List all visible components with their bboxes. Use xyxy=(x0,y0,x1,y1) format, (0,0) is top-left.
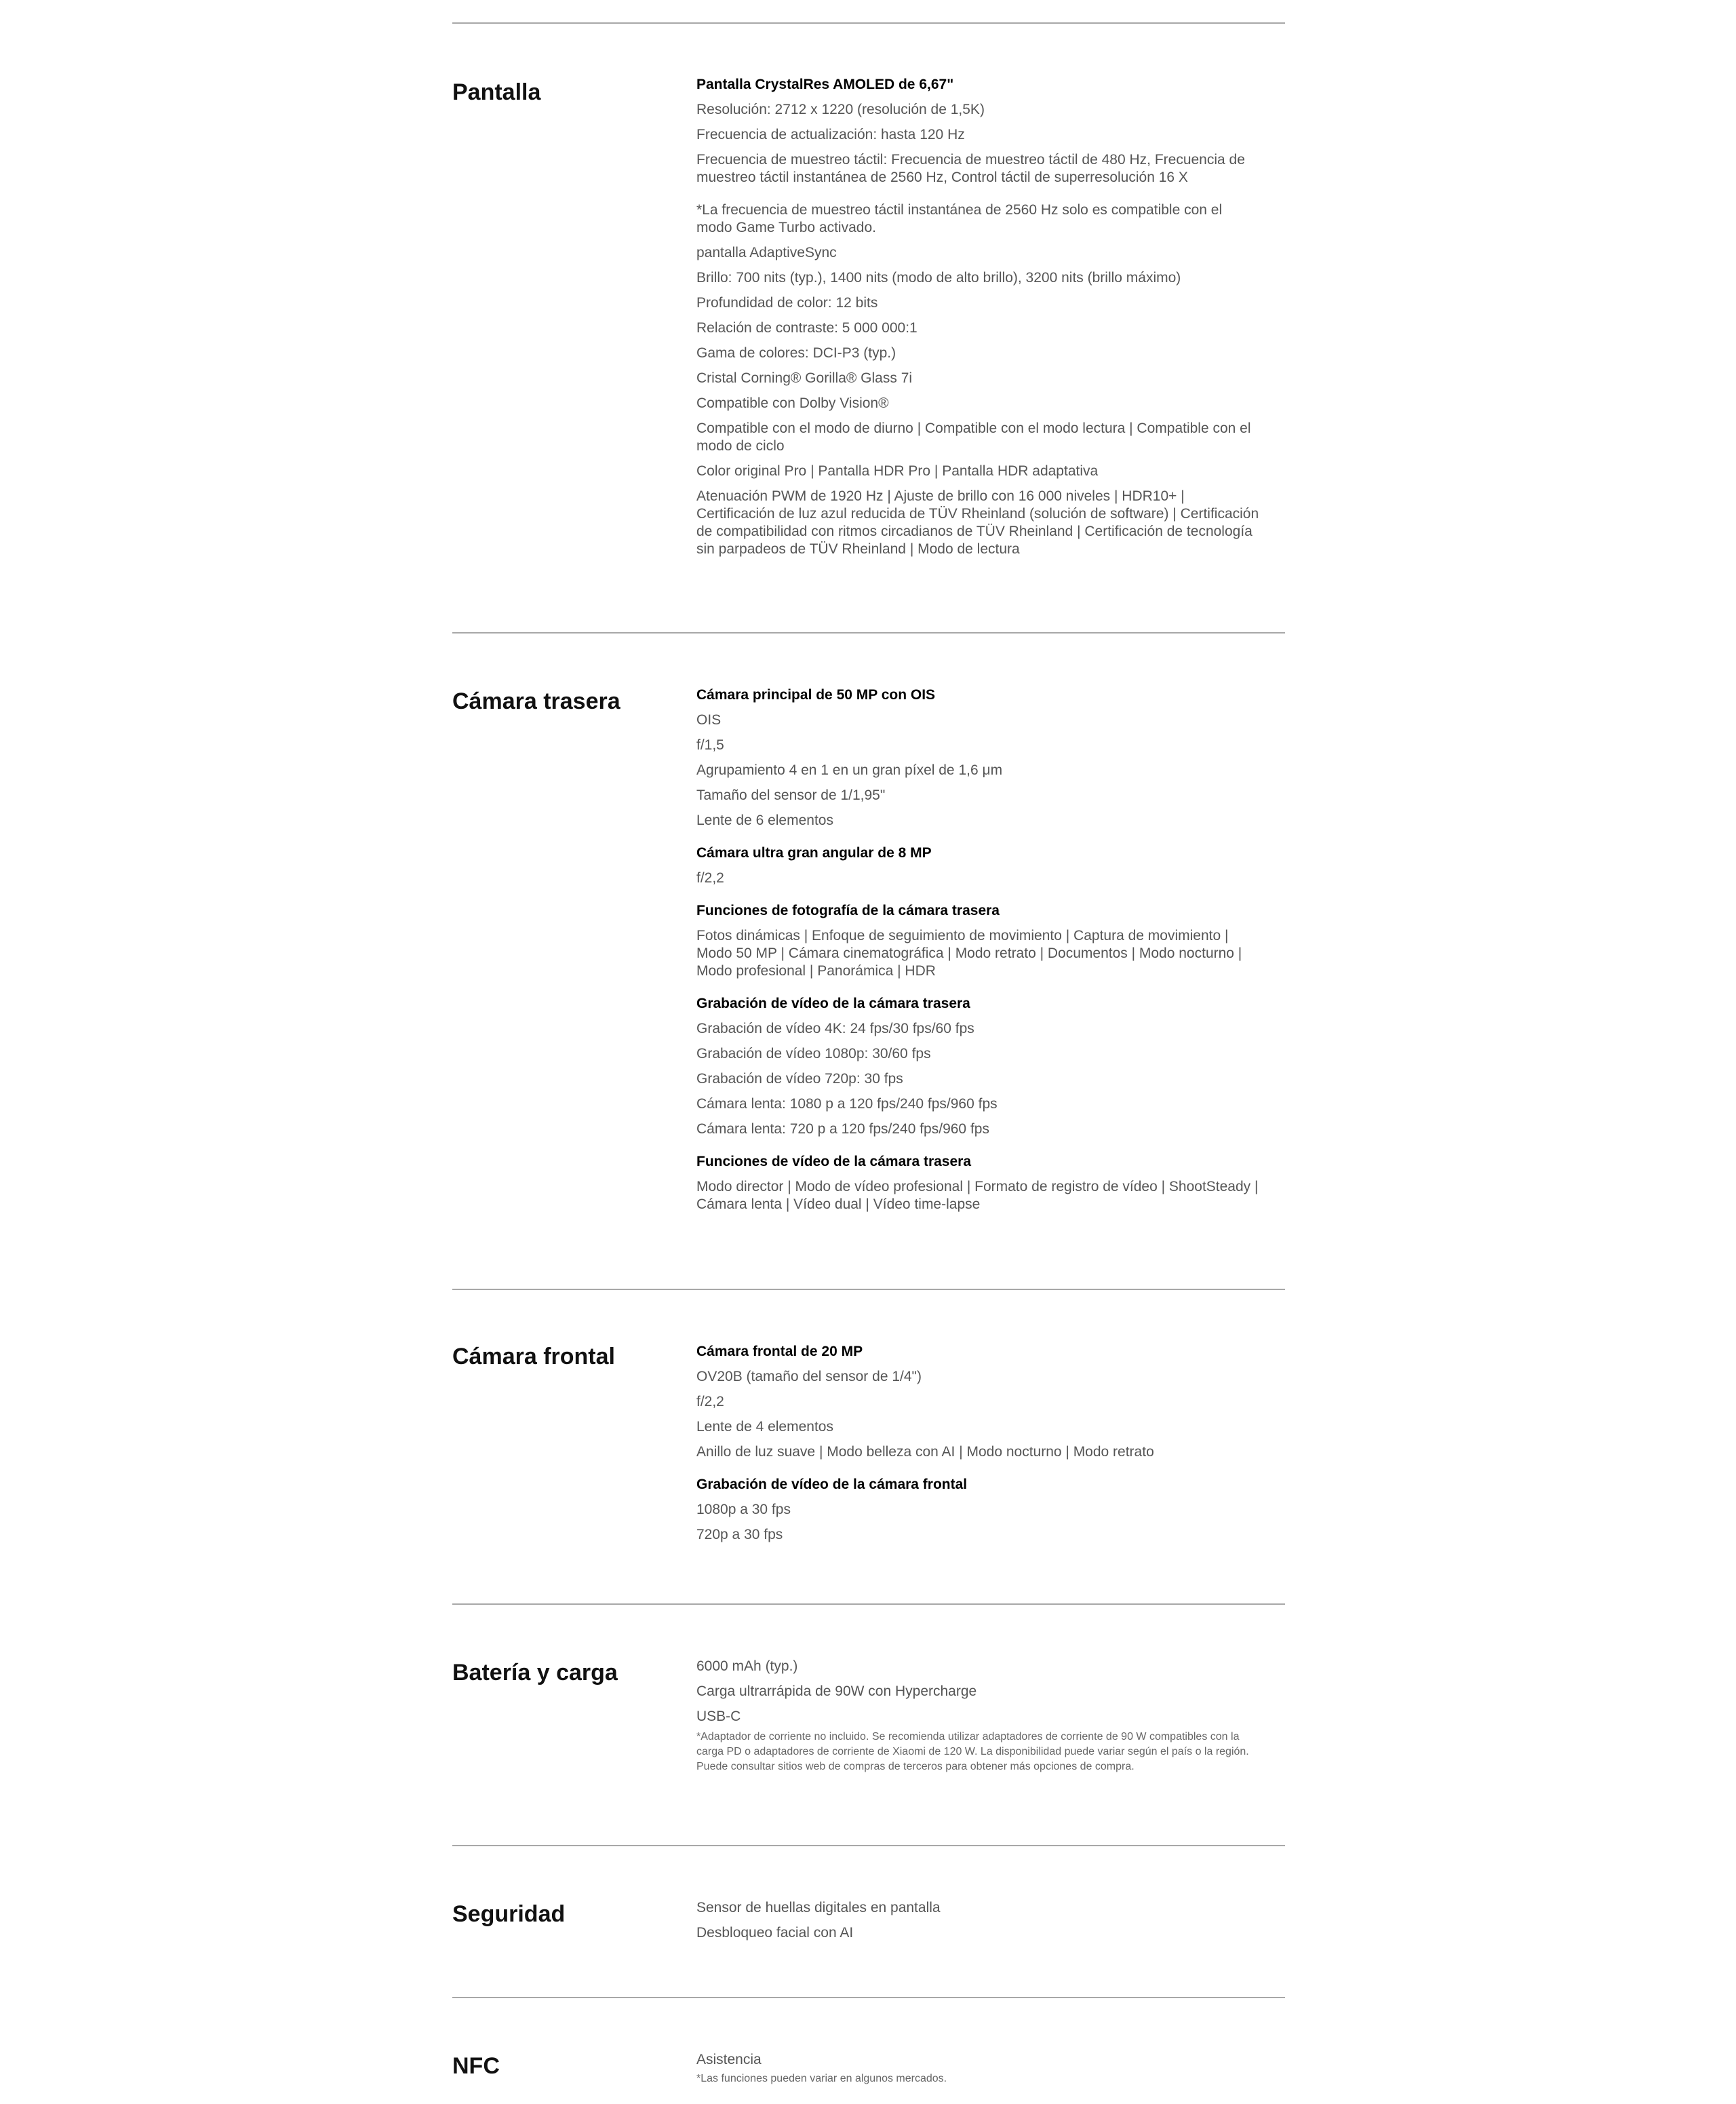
spec-title: Cámara principal de 50 MP con OIS xyxy=(696,687,936,703)
spec-title: Funciones de vídeo de la cámara trasera xyxy=(696,1154,972,1169)
spec-line: Frecuencia de muestreo táctil: Frecuencia de muestreo táctil de 480 Hz, Frecuencia de muestreo táctil instantánea de 2560 Hz, Control táctil de superresolución 16 X xyxy=(696,152,1245,185)
section-heading-bateria: Batería y carga xyxy=(452,1660,618,1686)
section-content-pantalla xyxy=(696,76,1259,566)
spec-line: Atenuación PWM de 1920 Hz | Ajuste de brillo con 16 000 niveles | HDR10+ | Certificación de luz azul reducida de TÜV Rheinland (solución de software) | Certificación de compatibilidad con ritmos circadianos de TÜV Rheinland | Certificación de tecnología sin parpadeos de TÜV Rheinland | Modo de lectura xyxy=(696,488,1259,557)
spec-title: Grabación de vídeo de la cámara frontal xyxy=(696,1477,968,1492)
spec-line: Grabación de vídeo 1080p: 30/60 fps xyxy=(696,1046,931,1061)
spec-title: Cámara ultra gran angular de 8 MP xyxy=(696,845,932,861)
spec-line: f/1,5 xyxy=(696,737,724,753)
section-divider xyxy=(452,1289,1285,1290)
spec-line: Lente de 6 elementos xyxy=(696,813,833,828)
section-heading-camara-frontal: Cámara frontal xyxy=(452,1344,615,1369)
spec-line: f/2,2 xyxy=(696,1394,724,1409)
section-heading-seguridad: Seguridad xyxy=(452,1901,566,1927)
spec-line: Profundidad de color: 12 bits xyxy=(696,295,878,311)
section-content-camara-trasera xyxy=(696,686,1259,1221)
spec-line: Modo director | Modo de vídeo profesional | Formato de registro de vídeo | ShootSteady | Cámara lenta | Vídeo dual | Vídeo time-lapse xyxy=(696,1179,1259,1212)
spec-title: Grabación de vídeo de la cámara trasera xyxy=(696,996,970,1011)
spec-line: Resolución: 2712 x 1220 (resolución de 1,5K) xyxy=(696,102,985,117)
spec-line: Compatible con el modo de diurno | Compatible con el modo lectura | Compatible con el modo de ciclo xyxy=(696,421,1251,454)
spec-line: Lente de 4 elementos xyxy=(696,1419,833,1435)
spec-title: Funciones de fotografía de la cámara trasera xyxy=(696,903,1000,918)
spec-line: Brillo: 700 nits (typ.), 1400 nits (modo de alto brillo), 3200 nits (brillo máximo) xyxy=(696,270,1181,286)
spec-line: f/2,2 xyxy=(696,870,724,886)
section-content-bateria xyxy=(696,1658,1259,1774)
spec-line: Gama de colores: DCI-P3 (typ.) xyxy=(696,345,896,361)
spec-line: *La frecuencia de muestreo táctil instantánea de 2560 Hz solo es compatible con el modo Game Turbo activado. xyxy=(696,202,1223,235)
spec-line: Cámara lenta: 1080 p a 120 fps/240 fps/960 fps xyxy=(696,1096,998,1112)
section-content-camara-frontal xyxy=(696,1343,1259,1551)
spec-line: Carga ultrarrápida de 90W con Hypercharge xyxy=(696,1683,977,1699)
spec-line: Cristal Corning® Gorilla® Glass 7i xyxy=(696,370,913,386)
section-heading-nfc: NFC xyxy=(452,2053,500,2079)
spec-line: Compatible con Dolby Vision® xyxy=(696,395,889,411)
spec-line: Sensor de huellas digitales en pantalla xyxy=(696,1900,941,1915)
spec-line: pantalla AdaptiveSync xyxy=(696,245,837,260)
section-content-seguridad xyxy=(696,1899,1259,1949)
section-divider xyxy=(452,1845,1285,1846)
section-divider xyxy=(452,1997,1285,1998)
section-heading-pantalla: Pantalla xyxy=(452,79,541,105)
spec-line: 1080p a 30 fps xyxy=(696,1502,791,1517)
section-heading-camara-trasera: Cámara trasera xyxy=(452,688,620,714)
spec-line: OV20B (tamaño del sensor de 1/4") xyxy=(696,1369,922,1384)
spec-line: 6000 mAh (typ.) xyxy=(696,1658,798,1674)
spec-line: OIS xyxy=(696,712,722,728)
spec-line: Grabación de vídeo 4K: 24 fps/30 fps/60 fps xyxy=(696,1021,974,1036)
spec-line: Tamaño del sensor de 1/1,95" xyxy=(696,787,886,803)
spec-line: USB-C xyxy=(696,1709,741,1724)
section-content-nfc xyxy=(696,2051,1259,2086)
spec-title: Cámara frontal de 20 MP xyxy=(696,1344,863,1359)
spec-line: Cámara lenta: 720 p a 120 fps/240 fps/960 fps xyxy=(696,1121,989,1137)
spec-footnote: *Las funciones pueden variar en algunos mercados. xyxy=(696,2073,947,2084)
section-divider xyxy=(452,632,1285,634)
spec-line: Grabación de vídeo 720p: 30 fps xyxy=(696,1071,903,1087)
spec-line: Desbloqueo facial con AI xyxy=(696,1925,854,1941)
spec-line: Frecuencia de actualización: hasta 120 Hz xyxy=(696,127,965,142)
spec-line: Anillo de luz suave | Modo belleza con AI | Modo nocturno | Modo retrato xyxy=(696,1444,1154,1460)
spec-line: 720p a 30 fps xyxy=(696,1527,783,1542)
spec-footnote: *Adaptador de corriente no incluido. Se recomienda utilizar adaptadores de corriente de 90 W compatibles con la carga PD o adaptadores de corriente de Xiaomi de 120 W. La disponibilidad puede variar según el país o la región. Puede consultar sitios web de compras de terceros para obtener más opciones de compra. xyxy=(696,1731,1249,1772)
spec-line: Fotos dinámicas | Enfoque de seguimiento de movimiento | Captura de movimiento | Modo 50 MP | Cámara cinematográfica | Modo retrato | Documentos | Modo nocturno | Modo profesional | Panorámica | HDR xyxy=(696,928,1242,979)
spec-title: Pantalla CrystalRes AMOLED de 6,67" xyxy=(696,77,954,92)
section-divider xyxy=(452,1603,1285,1605)
spec-line: Relación de contraste: 5 000 000:1 xyxy=(696,320,918,336)
section-divider xyxy=(452,22,1285,24)
spec-line: Agrupamiento 4 en 1 en un gran píxel de 1,6 μm xyxy=(696,762,1003,778)
spec-line: Asistencia xyxy=(696,2052,762,2067)
spec-line: Color original Pro | Pantalla HDR Pro | Pantalla HDR adaptativa xyxy=(696,463,1099,479)
